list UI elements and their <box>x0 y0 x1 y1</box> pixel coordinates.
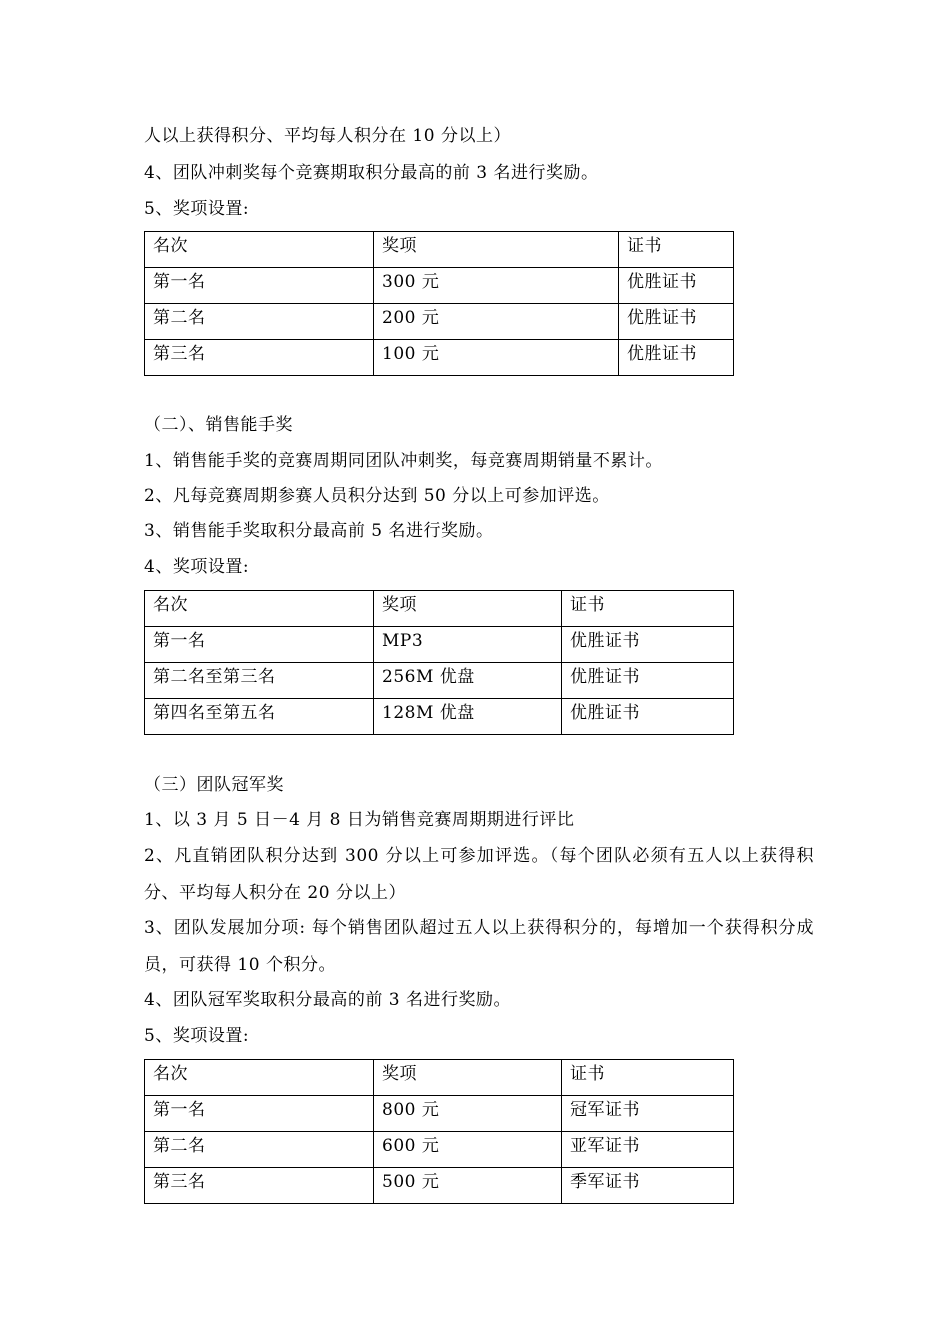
section-heading-team-champion: （三）团队冠军奖 <box>144 775 284 795</box>
header-prize: 奖项 <box>374 591 562 627</box>
cell-certificate: 冠军证书 <box>562 1096 734 1132</box>
team-sprint-award-table <box>144 231 734 376</box>
cell-prize: 800 元 <box>374 1096 562 1132</box>
cell-rank: 第一名 <box>145 627 374 663</box>
paragraph-item-4: 4、团队冠军奖取积分最高的前 3 名进行奖励。 <box>144 990 511 1010</box>
header-prize: 奖项 <box>374 232 619 268</box>
cell-certificate: 优胜证书 <box>562 627 734 663</box>
table-row <box>145 1096 734 1132</box>
cell-rank: 第三名 <box>145 340 374 376</box>
cell-rank: 第四名至第五名 <box>145 699 374 735</box>
header-rank: 名次 <box>145 1060 374 1096</box>
cell-certificate: 优胜证书 <box>619 340 734 376</box>
table-row <box>145 1132 734 1168</box>
cell-certificate: 优胜证书 <box>562 699 734 735</box>
cell-prize: 500 元 <box>374 1168 562 1204</box>
sales-expert-award-table <box>144 590 734 735</box>
table-header-row <box>145 591 734 627</box>
team-champion-award-table <box>144 1059 734 1204</box>
table-row <box>145 340 734 376</box>
header-rank: 名次 <box>145 591 374 627</box>
paragraph-item-4: 4、奖项设置: <box>144 557 250 577</box>
cell-certificate: 季军证书 <box>562 1168 734 1204</box>
cell-prize: 256M 优盘 <box>374 663 562 699</box>
cell-certificate: 亚军证书 <box>562 1132 734 1168</box>
cell-certificate: 优胜证书 <box>562 663 734 699</box>
cell-rank: 第三名 <box>145 1168 374 1204</box>
cell-rank: 第一名 <box>145 268 374 304</box>
table-row <box>145 663 734 699</box>
paragraph-item-1: 1、以 3 月 5 日－4 月 8 日为销售竞赛周期期进行评比 <box>144 810 575 830</box>
cell-prize: 600 元 <box>374 1132 562 1168</box>
cell-certificate: 优胜证书 <box>619 268 734 304</box>
header-certificate: 证书 <box>619 232 734 268</box>
table-row <box>145 268 734 304</box>
paragraph-item-5: 5、奖项设置: <box>144 1026 250 1046</box>
cell-rank: 第二名至第三名 <box>145 663 374 699</box>
table-row <box>145 627 734 663</box>
cell-prize: 200 元 <box>374 304 619 340</box>
paragraph-item-4: 4、团队冲刺奖每个竞赛期取积分最高的前 3 名进行奖励。 <box>144 163 599 183</box>
section-heading-sales-expert: （二）、销售能手奖 <box>144 415 293 435</box>
paragraph-continuation: 人以上获得积分、平均每人积分在 10 分以上） <box>144 126 511 146</box>
cell-prize: 100 元 <box>374 340 619 376</box>
paragraph-item-3: 3、团队发展加分项: 每个销售团队超过五人以上获得积分的，每增加一个获得积分成员，可获得 10 个积分。 <box>144 918 814 975</box>
paragraph-item-5: 5、奖项设置: <box>144 199 250 219</box>
cell-certificate: 优胜证书 <box>619 304 734 340</box>
table-header-row <box>145 1060 734 1096</box>
header-prize: 奖项 <box>374 1060 562 1096</box>
cell-prize: MP3 <box>374 627 562 663</box>
paragraph-item-1: 1、销售能手奖的竞赛周期同团队冲刺奖，每竞赛周期销量不累计。 <box>144 451 663 471</box>
header-certificate: 证书 <box>562 591 734 627</box>
cell-rank: 第一名 <box>145 1096 374 1132</box>
header-certificate: 证书 <box>562 1060 734 1096</box>
cell-rank: 第二名 <box>145 1132 374 1168</box>
paragraph-item-2: 2、凡每竞赛周期参赛人员积分达到 50 分以上可参加评选。 <box>144 486 610 506</box>
table-header-row <box>145 232 734 268</box>
table-row <box>145 699 734 735</box>
table-row <box>145 1168 734 1204</box>
paragraph-item-3: 3、销售能手奖取积分最高前 5 名进行奖励。 <box>144 521 494 541</box>
cell-prize: 300 元 <box>374 268 619 304</box>
cell-prize: 128M 优盘 <box>374 699 562 735</box>
paragraph-item-2: 2、凡直销团队积分达到 300 分以上可参加评选。（每个团队必须有五人以上获得积分、平均每人积分在 20 分以上） <box>144 846 814 903</box>
cell-rank: 第二名 <box>145 304 374 340</box>
table-row <box>145 304 734 340</box>
header-rank: 名次 <box>145 232 374 268</box>
